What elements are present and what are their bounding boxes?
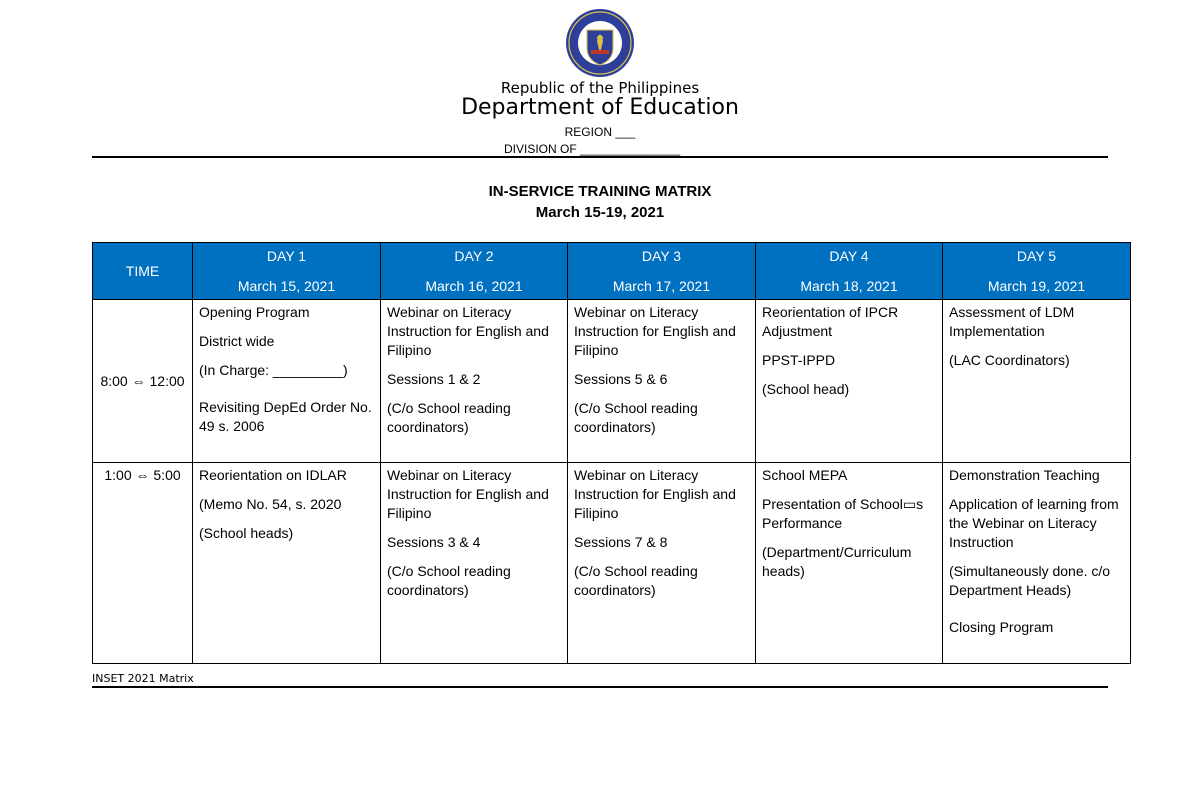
cell-line: (School head) — [762, 381, 850, 397]
cell-line: Sessions 1 & 2 — [387, 371, 481, 387]
schedule-cell — [756, 463, 943, 664]
cell-line: Webinar on Literacy Instruction for English and Filipino — [387, 467, 549, 521]
cell-line: (C/o School reading coordinators) — [387, 563, 511, 598]
time-column-header: TIME — [93, 243, 193, 300]
time-cell: 1:00 ⇔ 5:00 — [93, 463, 193, 664]
region-line: REGION ___ — [564, 125, 636, 139]
header-divider — [92, 156, 1108, 158]
cell-line: Application of learning from the Webinar on Literacy Instruction — [949, 496, 1119, 550]
cell-line: Opening Program — [199, 304, 310, 320]
cell-line: (C/o School reading coordinators) — [574, 400, 698, 435]
cell-line: Revisiting DepEd Order No. 49 s. 2006 — [199, 399, 372, 434]
day-column-header — [381, 243, 568, 300]
day-label: DAY 4 — [829, 248, 869, 264]
cell-line: (C/o School reading coordinators) — [387, 400, 511, 435]
cell-line: (Memo No. 54, s. 2020 — [199, 496, 342, 512]
table-header-row — [93, 243, 1131, 300]
cell-line: (In Charge: _________) — [199, 362, 348, 378]
footer-label: INSET 2021 Matrix — [92, 672, 194, 685]
cell-line: Reorientation of IPCR Adjustment — [762, 304, 899, 339]
cell-line: Demonstration Teaching — [949, 467, 1100, 483]
schedule-cell — [193, 300, 381, 463]
matrix-title — [0, 181, 1200, 223]
schedule-cell — [381, 300, 568, 463]
day-label: DAY 2 — [454, 248, 494, 264]
cell-line: Reorientation on IDLAR — [199, 467, 347, 483]
cell-line: (C/o School reading coordinators) — [574, 563, 698, 598]
cell-line: (School heads) — [199, 525, 294, 541]
cell-line: Webinar on Literacy Instruction for English and Filipino — [387, 304, 549, 358]
cell-line: Assessment of LDM Implementation — [949, 304, 1075, 339]
training-matrix-table — [92, 242, 1131, 664]
schedule-cell — [943, 463, 1131, 664]
schedule-cell — [756, 300, 943, 463]
cell-line: District wide — [199, 333, 275, 349]
cell-line: Sessions 3 & 4 — [387, 534, 481, 550]
day-date: March 16, 2021 — [425, 278, 523, 294]
day-label: DAY 3 — [641, 248, 682, 264]
cell-line: Presentation of School▭s Performance — [762, 496, 924, 531]
schedule-cell — [568, 300, 756, 463]
cell-line: PPST-IPPD — [762, 352, 836, 368]
time-cell: 8:00 ⇔ 12:00 — [93, 300, 193, 463]
schedule-cell — [193, 463, 381, 664]
day-date: March 15, 2021 — [237, 278, 336, 294]
division-line: DIVISION OF _______________ — [504, 142, 681, 156]
matrix-title-line: IN-SERVICE TRAINING MATRIX — [488, 183, 712, 200]
footer-divider — [92, 686, 1108, 688]
schedule-cell — [381, 463, 568, 664]
schedule-cell — [943, 300, 1131, 463]
cell-line: School MEPA — [762, 467, 848, 483]
day-column-header — [756, 243, 943, 300]
cell-line: Closing Program — [949, 619, 1054, 635]
day-column-header — [193, 243, 381, 300]
day-column-header — [568, 243, 756, 300]
day-date: March 19, 2021 — [987, 278, 1086, 294]
matrix-date-range: March 15-19, 2021 — [535, 204, 665, 221]
department-heading: Department of Education — [461, 95, 739, 120]
table-row — [93, 463, 1131, 664]
cell-line: (Simultaneously done. c/o Department Heads) — [949, 563, 1111, 598]
cell-line: Webinar on Literacy Instruction for English and Filipino — [574, 304, 736, 358]
cell-line: Webinar on Literacy Instruction for English and Filipino — [574, 467, 736, 521]
republic-heading: Republic of the Philippines — [500, 79, 700, 97]
schedule-cell — [568, 463, 756, 664]
cell-line: (LAC Coordinators) — [949, 352, 1070, 368]
day-date: March 18, 2021 — [800, 278, 898, 294]
day-label: DAY 5 — [1016, 248, 1057, 264]
day-column-header — [943, 243, 1131, 300]
cell-line: (Department/Curriculum heads) — [762, 544, 912, 579]
day-label: DAY 1 — [266, 248, 307, 264]
table-row — [93, 300, 1131, 463]
deped-seal-icon — [565, 8, 635, 78]
day-date: March 17, 2021 — [612, 278, 711, 294]
cell-line: Sessions 5 & 6 — [574, 371, 668, 387]
cell-line: Sessions 7 & 8 — [574, 534, 668, 550]
